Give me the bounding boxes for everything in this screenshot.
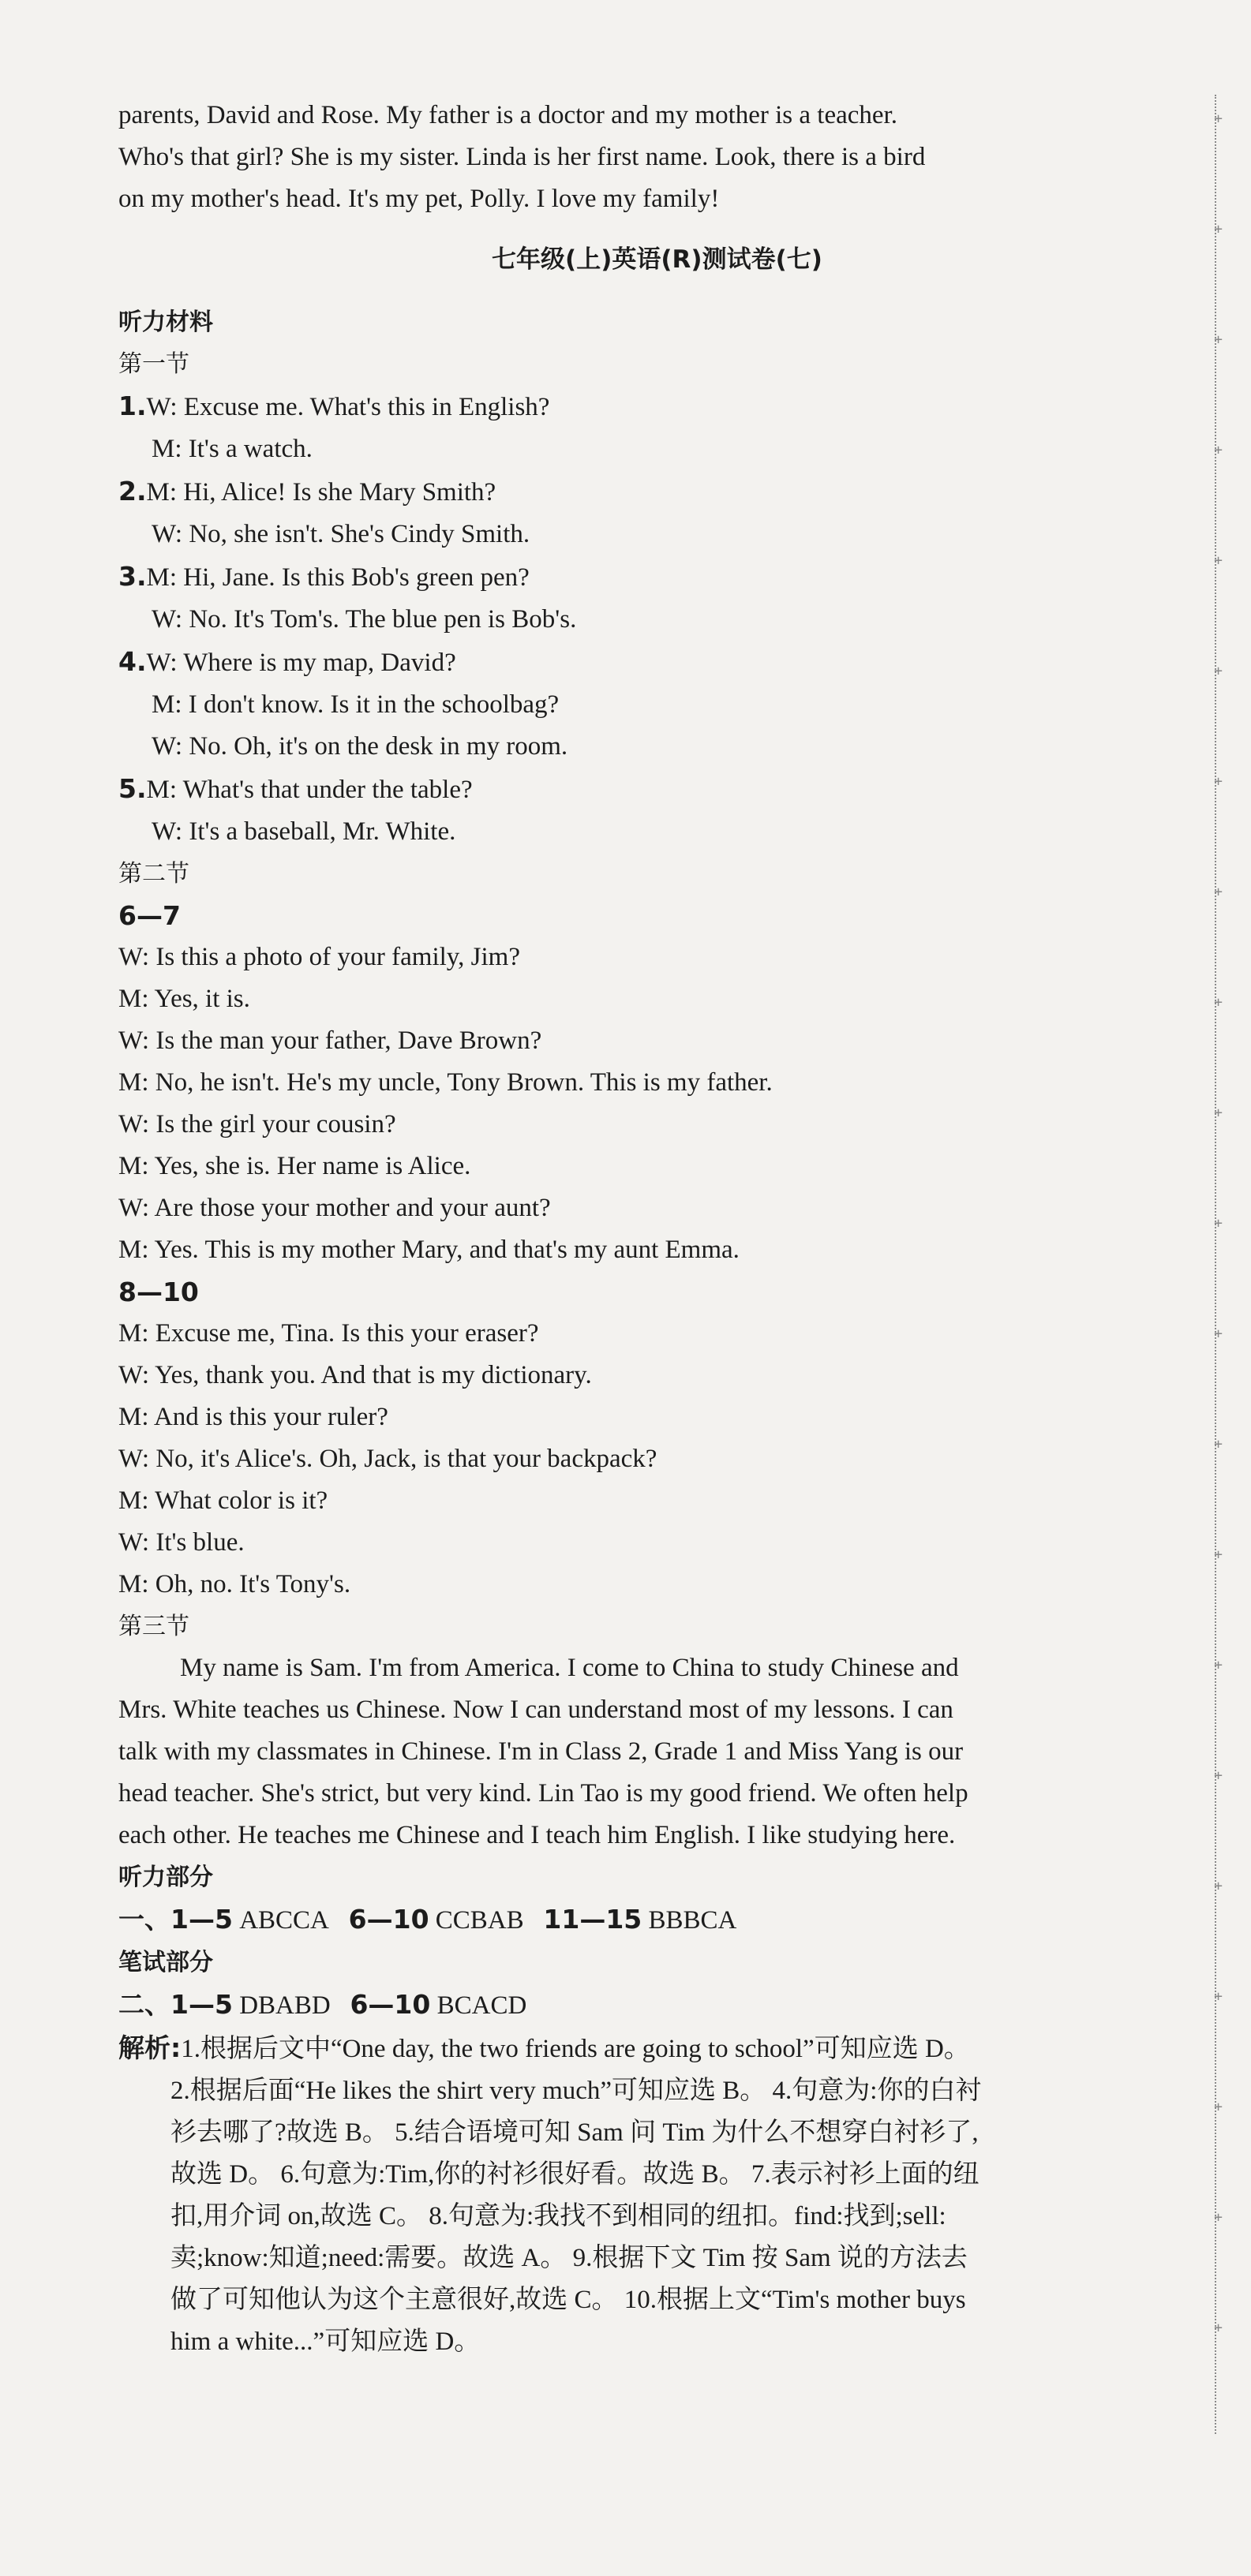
binding-mark-icon: +: [1214, 1215, 1223, 1232]
binding-mark-icon: +: [1214, 2099, 1223, 2115]
binding-mark-icon: +: [1214, 884, 1223, 900]
explanation-line: 2.根据后面“He likes the shirt very much”可知应选 B。 4.句意为:你的白衬: [170, 2077, 982, 2105]
question-number: 5.: [118, 773, 147, 804]
explanation-line: 解析:1.根据后文中“One day, the two friends are going to school”可知应选 D。: [118, 2032, 970, 2063]
passage-line: Mrs. White teaches us Chinese. Now I can understand most of my lessons. I can: [118, 1696, 953, 1724]
dialog-line: W: No. It's Tom's. The blue pen is Bob's.: [152, 605, 577, 634]
listening-part-heading: 听力部分: [118, 1864, 213, 1891]
dialog-line: W: Is this a photo of your family, Jim?: [118, 943, 520, 971]
binding-mark-icon: +: [1214, 1105, 1223, 1121]
intro-line: on my mother's head. It's my pet, Polly. I love my family!: [118, 185, 720, 213]
dialog-line: 5.M: What's that under the table?: [118, 773, 473, 804]
dialog-line: M: Yes, it is.: [118, 985, 250, 1013]
explanation-label: 解析:: [118, 2032, 182, 2063]
answer-line-2: 二、1—5 DBABD 6—10 BCACD: [118, 1989, 527, 2020]
binding-mark-icon: +: [1214, 1767, 1223, 1784]
dialog-line: 3.M: Hi, Jane. Is this Bob's green pen?: [118, 561, 530, 592]
passage-line: My name is Sam. I'm from America. I come to China to study Chinese and: [180, 1654, 959, 1682]
question-number: 2.: [118, 476, 147, 507]
binding-mark-icon: +: [1214, 663, 1223, 679]
passage-line: talk with my classmates in Chinese. I'm in Class 2, Grade 1 and Miss Yang is our: [118, 1737, 964, 1766]
explanation-line: 做了可知他认为这个主意很好,故选 C。 10.根据上文“Tim's mother buys: [170, 2286, 966, 2314]
dialog-line: W: No. Oh, it's on the desk in my room.: [152, 732, 568, 761]
explanation-block: [118, 2027, 1196, 2363]
section-3-heading: 第三节: [118, 1613, 189, 1640]
dialog-line: M: Oh, no. It's Tony's.: [118, 1570, 351, 1598]
explanation-line: 故选 D。 6.句意为:Tim,你的衬衫很好看。故选 B。 7.表示衬衫上面的纽: [170, 2160, 979, 2189]
dialog-line: W: Yes, thank you. And that is my dictionary.: [118, 1361, 592, 1389]
binding-mark-icon: +: [1214, 1325, 1223, 1342]
binding-mark-icon: +: [1214, 2209, 1223, 2226]
section-2-heading: 第二节: [118, 860, 189, 888]
dialog-line: W: It's a baseball, Mr. White.: [152, 817, 456, 846]
explanation-line: 扣,用介词 on,故选 C。 8.句意为:我找不到相同的纽扣。find:找到;sell:: [170, 2202, 946, 2230]
answer-line-1: 一、1—5 ABCCA 6—10 CCBAB 11—15 BBBCA: [118, 1904, 737, 1935]
dialog-line: W: Are those your mother and your aunt?: [118, 1194, 551, 1222]
group-8-10-heading: 8—10: [118, 1277, 199, 1307]
dialog-line: M: And is this your ruler?: [118, 1403, 388, 1431]
binding-mark-icon: +: [1214, 2320, 1223, 2336]
test-title: 七年级(上)英语(R)测试卷(七): [492, 245, 822, 274]
passage-line: head teacher. She's strict, but very kind. Lin Tao is my good friend. We often help: [118, 1779, 968, 1808]
dialog-line: W: No, she isn't. She's Cindy Smith.: [152, 520, 530, 548]
binding-mark-icon: +: [1214, 110, 1223, 127]
writing-part-heading: 笔试部分: [118, 1949, 213, 1976]
question-number: 3.: [118, 561, 147, 592]
dialog-line: 4.W: Where is my map, David?: [118, 646, 456, 677]
binding-mark-icon: +: [1214, 221, 1223, 237]
dialog-line: W: Is the girl your cousin?: [118, 1110, 396, 1138]
binding-mark-icon: +: [1214, 773, 1223, 790]
explanation-line: 卖;know:知道;need:需要。故选 A。 9.根据下文 Tim 按 Sam 说的方法去: [170, 2244, 968, 2272]
intro-line: Who's that girl? She is my sister. Linda is her first name. Look, there is a bird: [118, 143, 926, 171]
binding-mark-icon: +: [1214, 552, 1223, 569]
binding-mark-icon: +: [1214, 331, 1223, 348]
dialog-line: M: It's a watch.: [152, 435, 313, 463]
dialog-line: 2.M: Hi, Alice! Is she Mary Smith?: [118, 476, 496, 507]
binding-mark-icon: +: [1214, 1988, 1223, 2005]
group-6-7-heading: 6—7: [118, 900, 181, 931]
dialog-line: W: No, it's Alice's. Oh, Jack, is that your backpack?: [118, 1445, 657, 1473]
explanation-line: 衫去哪了?故选 B。 5.结合语境可知 Sam 问 Tim 为什么不想穿白衬衫了,: [170, 2118, 979, 2147]
dialog-line: M: I don't know. Is it in the schoolbag?: [152, 690, 560, 719]
binding-mark-icon: +: [1214, 1546, 1223, 1563]
dialog-line: W: Is the man your father, Dave Brown?: [118, 1026, 542, 1055]
binding-mark-icon: +: [1214, 1878, 1223, 1894]
question-number: 1.: [118, 391, 147, 421]
dialog-line: M: What color is it?: [118, 1486, 328, 1515]
dialog-line: W: It's blue.: [118, 1528, 245, 1557]
binding-mark-icon: +: [1214, 442, 1223, 458]
intro-line: parents, David and Rose. My father is a doctor and my mother is a teacher.: [118, 101, 897, 129]
dialog-line: M: Yes. This is my mother Mary, and that's my aunt Emma.: [118, 1236, 740, 1264]
dialog-line: 1.W: Excuse me. What's this in English?: [118, 391, 550, 421]
dialog-line: M: No, he isn't. He's my uncle, Tony Brown. This is my father.: [118, 1068, 773, 1097]
listening-material-heading: 听力材料: [118, 308, 213, 336]
dialog-line: M: Yes, she is. Her name is Alice.: [118, 1152, 471, 1180]
explanation-line: him a white...”可知应选 D。: [170, 2327, 481, 2356]
binding-mark-icon: +: [1214, 994, 1223, 1011]
section-1-heading: 第一节: [118, 350, 189, 378]
binding-mark-icon: +: [1214, 1657, 1223, 1673]
binding-mark-icon: +: [1214, 1436, 1223, 1453]
passage-line: each other. He teaches me Chinese and I teach him English. I like studying here.: [118, 1821, 956, 1849]
page-content: [118, 95, 1196, 2363]
dialog-line: M: Excuse me, Tina. Is this your eraser?: [118, 1319, 539, 1348]
question-number: 4.: [118, 646, 147, 677]
